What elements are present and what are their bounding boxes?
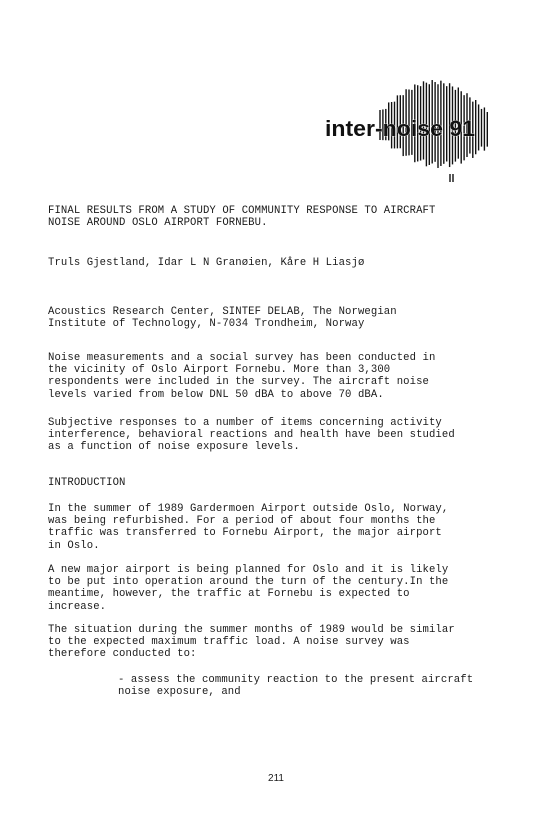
abstract-paragraph-2: Subjective responses to a number of items concerning activity interference, behavioral reactions and health have been studied as a function of noise exposure levels. (48, 417, 455, 454)
abstract-paragraph-1: Noise measurements and a social survey has been conducted in the vicinity of Oslo Airport Fornebu. More than 3,300 respondents were included in the survey. The aircraft noise levels varied from below DNL 50 dBA to above 70 dBA. (48, 352, 436, 401)
bullet-item: - assess the community reaction to the present aircraft noise exposure, and (118, 674, 474, 699)
logo-text: inter-noise 91 (325, 116, 475, 141)
body-paragraph-1: In the summer of 1989 Gardermoen Airport outside Oslo, Norway, was being refurbished. For a period of about four months the traffic was transferred to Fornebu Airport, the major airport in Oslo. (48, 503, 449, 552)
body-paragraph-3: The situation during the summer months of 1989 would be similar to the expected maximum traffic load. A noise survey was therefore conducted to: (48, 624, 455, 661)
section-heading: INTRODUCTION (48, 477, 126, 489)
paper-title: FINAL RESULTS FROM A STUDY OF COMMUNITY RESPONSE TO AIRCRAFT NOISE AROUND OSLO AIRPORT FORNEBU. (48, 205, 436, 230)
affiliation: Acoustics Research Center, SINTEF DELAB, The Norwegian Institute of Technology, N-7034 Trondheim, Norway (48, 306, 397, 331)
inter-noise-logo (320, 78, 490, 188)
body-paragraph-2: A new major airport is being planned for Oslo and it is likely to be put into operation around the turn of the century.In the meantime, however, the traffic at Fornebu is expected to increase. (48, 564, 449, 613)
authors: Truls Gjestland, Idar L N Granøien, Kåre H Liasjø (48, 257, 365, 269)
page-number: 211 (268, 773, 284, 784)
